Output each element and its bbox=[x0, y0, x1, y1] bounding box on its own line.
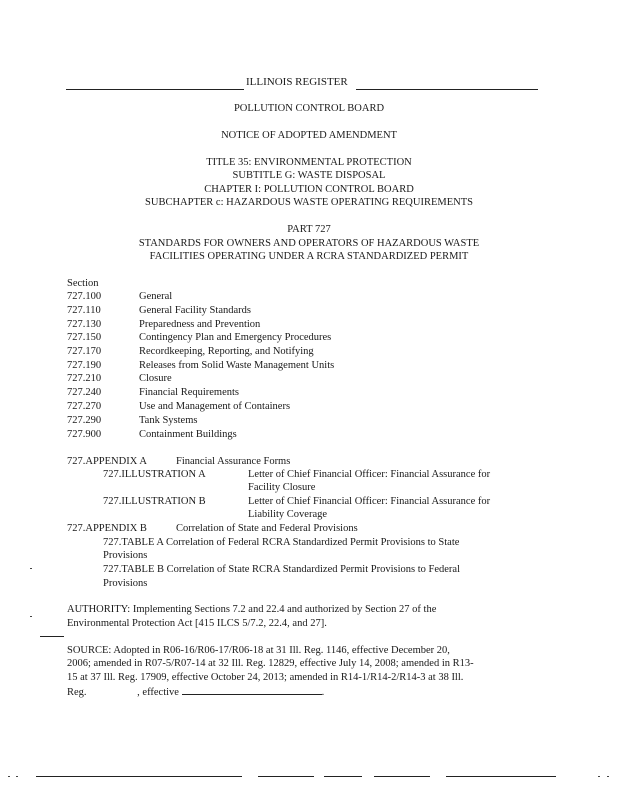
table-a-line-1: 727.TABLE A Correlation of Federal RCRA Standardized Permit Provisions to State bbox=[103, 537, 460, 548]
illustration-b-title-line-1: Letter of Chief Financial Officer: Financial Assurance for bbox=[248, 496, 491, 507]
illustration-a-title-line-2: Facility Closure bbox=[248, 482, 316, 493]
scan-speck bbox=[30, 568, 32, 569]
toc-section-number: 727.210 bbox=[67, 373, 102, 384]
source-period: . bbox=[321, 687, 325, 698]
toc-section-title: Recordkeeping, Reporting, and Notifying bbox=[139, 346, 314, 357]
footer-rule-1 bbox=[36, 776, 242, 777]
toc-section-number: 727.290 bbox=[67, 415, 102, 426]
toc-section-title: Use and Management of Containers bbox=[139, 401, 291, 412]
toc-section-title: General Facility Standards bbox=[139, 305, 251, 316]
toc-section-number: 727.190 bbox=[67, 360, 102, 371]
source-line-1: SOURCE: Adopted in R06-16/R06-17/R06-18 at 31 Ill. Reg. 1146, effective December 20, bbox=[67, 645, 450, 656]
illustration-a-label: 727.ILLUSTRATION A bbox=[103, 469, 206, 480]
part-heading-line-1: STANDARDS FOR OWNERS AND OPERATORS OF HAZARDOUS WASTE bbox=[138, 238, 480, 249]
margin-mark bbox=[40, 636, 64, 637]
toc-section-title: Tank Systems bbox=[139, 415, 198, 426]
toc-section-number: 727.130 bbox=[67, 319, 102, 330]
footer-rule-3 bbox=[324, 776, 362, 777]
appendix-a-title: Financial Assurance Forms bbox=[176, 456, 291, 467]
footer-rule-5 bbox=[446, 776, 556, 777]
illustration-b-label: 727.ILLUSTRATION B bbox=[103, 496, 206, 507]
toc-section-title: Preparedness and Prevention bbox=[139, 319, 261, 330]
appendix-b-title: Correlation of State and Federal Provisions bbox=[176, 523, 358, 534]
authority-line-1: AUTHORITY: Implementing Sections 7.2 and 22.4 and authorized by Section 27 of the bbox=[67, 604, 437, 615]
header-rule-right bbox=[356, 89, 538, 90]
source-effective-label: , effective bbox=[137, 687, 179, 698]
toc-section-number: 727.270 bbox=[67, 401, 102, 412]
scan-speck bbox=[8, 776, 10, 777]
appendix-a-label: 727.APPENDIX A bbox=[67, 456, 147, 467]
toc-section-number: 727.240 bbox=[67, 387, 102, 398]
scan-speck bbox=[598, 776, 600, 777]
toc-section-number: 727.170 bbox=[67, 346, 102, 357]
effective-date-blank bbox=[182, 685, 322, 695]
part-number: PART 727 bbox=[287, 224, 331, 235]
source-line-3: 15 at 37 Ill. Reg. 17909, effective October 24, 2013; amended in R14-1/R14-2/R14-3 at 38 Ill. bbox=[67, 672, 464, 683]
register-title: ILLINOIS REGISTER bbox=[246, 76, 348, 88]
toc-section-number: 727.150 bbox=[67, 332, 102, 343]
scan-speck bbox=[16, 776, 18, 777]
header-rule-left bbox=[66, 89, 244, 90]
table-a-line-2: Provisions bbox=[103, 550, 148, 561]
footer-rule-4 bbox=[374, 776, 430, 777]
source-line-2: 2006; amended in R07-5/R07-14 at 32 Ill. Reg. 12829, effective July 14, 2008; amended in R13- bbox=[67, 658, 474, 669]
scan-speck bbox=[30, 616, 32, 617]
subchapter-line: SUBCHAPTER c: HAZARDOUS WASTE OPERATING REQUIREMENTS bbox=[145, 197, 473, 208]
toc-section-title: Releases from Solid Waste Management Units bbox=[139, 360, 335, 371]
toc-section-number: 727.110 bbox=[67, 305, 101, 316]
toc-section-number: 727.100 bbox=[67, 291, 102, 302]
toc-section-title: Closure bbox=[139, 373, 172, 384]
appendix-b-label: 727.APPENDIX B bbox=[67, 523, 147, 534]
board-name: POLLUTION CONTROL BOARD bbox=[233, 103, 385, 114]
subtitle-line: SUBTITLE G: WASTE DISPOSAL bbox=[232, 170, 386, 181]
notice-title: NOTICE OF ADOPTED AMENDMENT bbox=[221, 130, 397, 141]
title-line: TITLE 35: ENVIRONMENTAL PROTECTION bbox=[206, 157, 412, 168]
scan-speck bbox=[607, 776, 609, 777]
source-line-4 bbox=[67, 685, 324, 700]
part-heading-line-2: FACILITIES OPERATING UNDER A RCRA STANDARDIZED PERMIT bbox=[149, 251, 469, 262]
section-label: Section bbox=[67, 278, 99, 289]
source-reg-label: Reg. bbox=[67, 687, 87, 698]
table-b-line-1: 727.TABLE B Correlation of State RCRA Standardized Permit Provisions to Federal bbox=[103, 564, 460, 575]
toc-section-title: General bbox=[139, 291, 173, 302]
table-b-line-2: Provisions bbox=[103, 578, 148, 589]
illustration-b-title-line-2: Liability Coverage bbox=[248, 509, 328, 520]
toc-section-title: Contingency Plan and Emergency Procedures bbox=[139, 332, 332, 343]
toc-section-title: Financial Requirements bbox=[139, 387, 240, 398]
toc-section-title: Containment Buildings bbox=[139, 429, 237, 440]
illustration-a-title-line-1: Letter of Chief Financial Officer: Financial Assurance for bbox=[248, 469, 491, 480]
authority-line-2: Environmental Protection Act [415 ILCS 5/7.2, 22.4, and 27]. bbox=[67, 618, 327, 629]
toc-section-number: 727.900 bbox=[67, 429, 102, 440]
footer-rule-2 bbox=[258, 776, 314, 777]
chapter-line: CHAPTER I: POLLUTION CONTROL BOARD bbox=[204, 184, 414, 195]
